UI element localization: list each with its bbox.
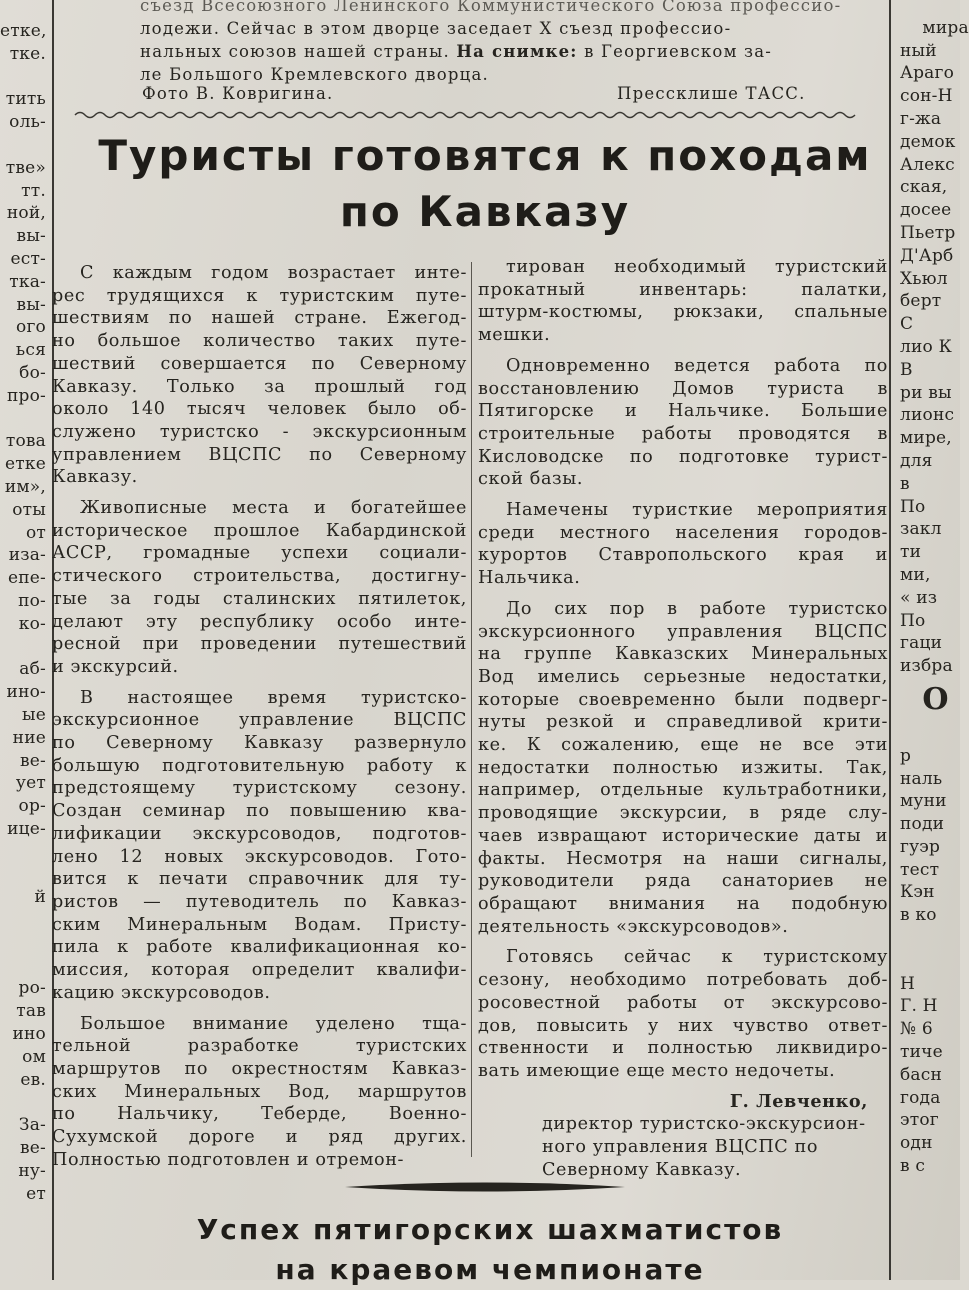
author-name: Г. Левченко, <box>729 1090 868 1112</box>
article-text-line: Живописные места и богатейшее <box>80 498 467 519</box>
paragraph-gap <box>52 489 467 497</box>
article-text-line: строительные работы проводятся в <box>478 423 888 444</box>
caption-on-photo-label: На снимке: <box>456 42 578 61</box>
article-text-line: Полностью подготовлен и отремон- <box>52 1149 405 1170</box>
right-column-text: мира ный Араго сон-Н г-жа демок Алекс ская, досее Пьетр Д'Арб Хьюл берт С лио К В ри вы лионс мире, для в По закл ти ми, « из По гаци избра <box>900 17 969 677</box>
article-text-line: предстоящему туристскому сезону. <box>52 778 467 799</box>
article-text-line: До сих пор в работе туристско <box>506 598 888 619</box>
left-column-fragment: етке, тке. тить оль- тве» тт. ной, вы- ест- тка- вы- ого ься бо- про- това етке им», оты от иза- епе- по- ко- аб- ино- ые ние ве- ует ор- ице- й ро- тав ино ом ев. За- ве- ну- ет <box>0 21 47 1204</box>
article-text-line: служено туристско - экскурсионным <box>52 421 467 442</box>
article-text-line: обращают внимания на подобную <box>478 893 888 914</box>
caption-text: нальных союзов нашей страны. <box>140 42 450 61</box>
article-text-line: большую подготовительную работу к <box>52 755 467 776</box>
article-text-line: экскурсионное управление ВЦСПС <box>52 710 467 731</box>
paragraph-gap <box>52 679 467 687</box>
caption-on-photo-text: в Георгиевском за- <box>584 42 773 61</box>
article-text-line: рес трудящихся к туристским путе- <box>52 285 467 306</box>
caption-line <box>140 40 830 63</box>
article-column-rule <box>471 262 472 1157</box>
paragraph-gap <box>478 590 888 598</box>
article-text-line: курортов Ставропольского края и <box>478 545 888 566</box>
article-text-line: недостатки полностью изжиты. Так, <box>478 757 888 778</box>
article-text-line: Вод имелись серьезные недостатки, <box>478 666 888 687</box>
article-text-line: по Нальчику, Теберде, Военно- <box>52 1104 467 1125</box>
article-text-line: Одновременно ведется работа по <box>506 355 888 376</box>
paragraph-gap <box>478 491 888 499</box>
headline-line-2: по Кавказу <box>339 187 631 236</box>
article-text-line: прокатный инвентарь: палатки, <box>478 279 888 300</box>
article-text-line: проводящие экскурсии, в ряде слу- <box>478 803 888 824</box>
article-text-line: деятельность «экскурсоводов». <box>478 916 789 937</box>
headline-line-1: Туристы готовятся к походам <box>98 131 872 180</box>
article-text-line: тельной разработке туристских <box>52 1036 467 1057</box>
article-text-line: на группе Кавказских Минеральных <box>478 644 888 665</box>
article-text-line: ским Минеральным Водам. Присту- <box>52 914 467 935</box>
article-text-line: Кавказу. <box>52 467 138 488</box>
article-text-line: стического строительства, достигну- <box>52 566 467 587</box>
article-text-line: лификации экскурсоводов, подготов- <box>52 823 467 844</box>
article-text-line: факты. Несмотря на наши сигналы, <box>478 848 888 869</box>
article-text-line: кацию экскурсоводов. <box>52 982 271 1003</box>
right-column-text-2: р наль муни поди гуэр тест Кэн в ко Н Г. Н № 6 тиче басн года этог одн в с <box>900 745 947 1177</box>
article-text-line: чаев извращают исторические даты и <box>478 825 888 846</box>
article-text-line: экскурсионного управления ВЦСПС <box>478 621 888 642</box>
article-text-line: шествиям по нашей стране. Ежегод- <box>52 308 467 329</box>
article-text-line: Нальчика. <box>478 568 581 589</box>
article-text-line: дов, повысить у них чувство ответ- <box>478 1015 888 1036</box>
paragraph-gap <box>478 1083 888 1091</box>
article-text-line: лено 12 новых экскурсоводов. Гото- <box>52 846 467 867</box>
article-text-line: мешки. <box>478 325 551 346</box>
article-text-line: АССР, громадные успехи социали- <box>52 543 467 564</box>
article-text-line: Кисловодске по подготовке турист- <box>478 446 888 467</box>
author-title-line: ного управления ВЦСПС по <box>542 1137 819 1158</box>
article-text-line: Пятигорске и Нальчике. Большие <box>478 401 888 422</box>
article-text-line: сезону, необходимо потребовать доб- <box>478 970 888 991</box>
sub-headline-line-1: Успех пятигорских шахматистов <box>196 1213 784 1246</box>
article-text-line: пила к работе квалификационная ко- <box>52 937 467 958</box>
article-text-line: управлением ВЦСПС по Северному <box>52 444 467 465</box>
paragraph-gap <box>52 1005 467 1013</box>
article-text-line: историческое прошлое Кабардинской <box>52 520 467 541</box>
article-column-2 <box>478 256 888 1181</box>
article-text-line: ресной при проведении путешествий <box>52 634 467 655</box>
caption-line: съезд Всесоюзного Ленинского Коммунистического Союза профессио- <box>140 0 842 15</box>
article-text-line: В настоящее время туристско- <box>80 687 467 708</box>
article-text-line: руководители ряда санаториев не <box>478 871 888 892</box>
article-text-line: Создан семинар по повышению ква- <box>52 801 467 822</box>
paragraph-gap <box>478 938 888 946</box>
article-text-line: Сухумской дороге и ряд других. <box>52 1127 467 1148</box>
article-text-line: штурм-костюмы, рюкзаки, спальные <box>478 302 888 323</box>
photo-credit: Фото В. Ковригина. <box>142 84 334 103</box>
article-text-line: тирован необходимый туристский <box>506 257 888 277</box>
article-text-line: тые за годы сталинских пятилеток, <box>52 588 467 609</box>
next-article-headline <box>150 1210 830 1290</box>
article-text-line: ственности и полностью ликвидиро- <box>478 1038 888 1059</box>
article-text-line: Кавказу. Только за прошлый год <box>52 376 467 397</box>
article-text-line: росовестной работы от экскурсово- <box>478 992 888 1013</box>
article-text-line: и экскурсий. <box>52 656 179 677</box>
paragraph-gap <box>478 347 888 355</box>
article-text-line: маршрутов по окрестностям Кавказ- <box>52 1058 467 1079</box>
article-text-line: нуты резкой и справедливой крити- <box>478 712 888 733</box>
article-text-line: среди местного населения городов- <box>478 522 888 543</box>
press-credit: Пресcклише ТАСС. <box>617 84 806 103</box>
article-text-line: ристов — путеводитель по Кавказ- <box>52 891 467 912</box>
wavy-rule <box>75 108 855 122</box>
author-title-line: директор туристско-экскурсион- <box>542 1114 866 1135</box>
article-text-line: миссия, которая определит квалифи- <box>52 960 467 981</box>
article-text-line: восстановлению Домов туриста в <box>478 378 888 399</box>
article-text-line: по Северному Кавказу развернуло <box>52 733 467 754</box>
article-text-line: Большое внимание уделено тща- <box>80 1013 467 1034</box>
article-text-line: Намечены туристкие мероприятия <box>506 500 888 521</box>
article-text-line: шествий совершается по Северному <box>52 353 467 374</box>
article-text-line: делают эту республику особо инте- <box>52 611 467 632</box>
caption-line: лодежи. Сейчас в этом дворце заседает X съезд профессио- <box>140 19 732 38</box>
article-text-line: С каждым годом возрастает инте- <box>80 263 467 283</box>
article-text-line: вится к печати справочник для ту- <box>52 869 467 890</box>
article-text-line: но большое количество таких путе- <box>52 331 467 352</box>
article-text-line: ской базы. <box>478 469 584 490</box>
article-column-1 <box>52 262 467 1171</box>
article-text-line: ских Минеральных Вод, маршрутов <box>52 1081 467 1102</box>
article-text-line: ке. К сожалению, еще не все эти <box>478 735 888 756</box>
article-text-line: вать имеющие еще место недочеты. <box>478 1060 836 1081</box>
photo-caption <box>140 0 842 86</box>
section-divider <box>345 1180 625 1194</box>
right-column-heading: О <box>922 681 949 717</box>
article-text-line: которые своевременно были подверг- <box>478 689 888 710</box>
article-text-line: например, отдельные культработники, <box>478 780 888 801</box>
article-text-line: Готовясь сейчас к туристскому <box>506 947 888 968</box>
article-text-line: около 140 тысяч человек было об- <box>52 399 467 420</box>
author-title-line: Северному Кавказу. <box>542 1159 742 1180</box>
sub-headline-line-2: на краевом чемпионате <box>275 1253 705 1286</box>
caption-line: ле Большого Кремлевского дворца. <box>140 65 489 84</box>
article-headline <box>60 128 910 240</box>
